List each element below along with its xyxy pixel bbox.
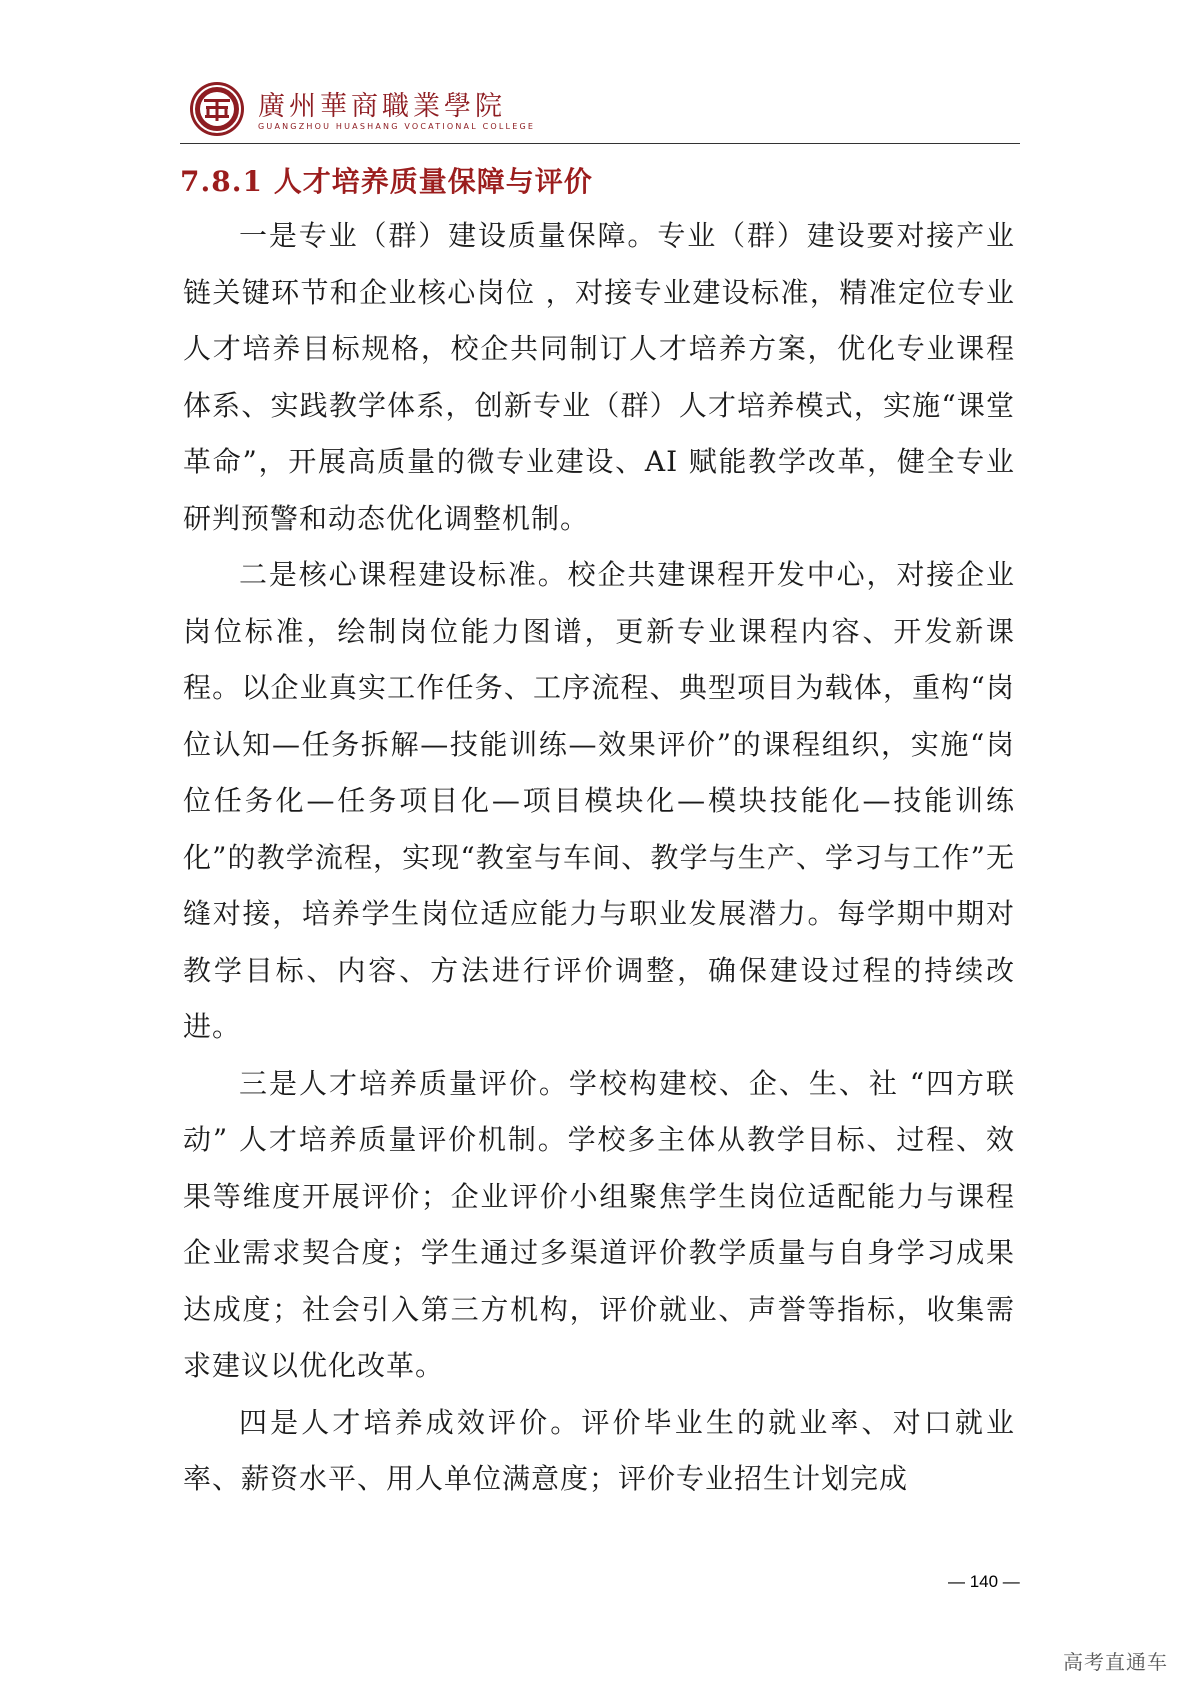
section-title: 7.8.1 人才培养质量保障与评价 [180, 165, 593, 198]
header-divider [180, 143, 1020, 144]
body-text [183, 208, 1015, 1508]
school-name-english: GUANGZHOU HUASHANG VOCATIONAL COLLEGE [258, 122, 536, 131]
paragraph-2: 二是核心课程建设标准。校企共建课程开发中心，对接企业岗位标准，绘制岗位能力图谱，更新专业课程内容、开发新课程。以企业真实工作任务、工序流程、典型项目为载体，重构“岗位认知—任务拆解—技能训练—效果评价”的课程组织，实施“岗位任务化—任务项目化—项目模块化—模块技能化—技能训练化”的教学流程，实现“教室与车间、教学与生产、学习与工作”无缝对接，培养学生岗位适应能力与职业发展潜力。每学期中期对教学目标、内容、方法进行评价调整，确保建设过程的持续改进。 [183, 558, 1015, 1043]
paragraph-3: 三是人才培养质量评价。学校构建校、企、生、社 “四方联动” 人才培养质量评价机制。学校多主体从教学目标、过程、效果等维度开展评价；企业评价小组聚焦学生岗位适配能力与课程企业需求契合度；学生通过多渠道评价教学质量与自身学习成果达成度；社会引入第三方机构，评价就业、声誉等指标，收集需求建议以优化改革。 [183, 1066, 1015, 1382]
huashang-seal-icon [190, 82, 244, 136]
watermark-text: 高考直通车 [1063, 1650, 1168, 1674]
document-header [190, 78, 1020, 144]
school-name: 廣州華商職業學院 [258, 91, 506, 122]
paragraph-1: 一是专业（群）建设质量保障。专业（群）建设要对接产业链关键环节和企业核心岗位 ，对接专业建设标准，精准定位专业人才培养目标规格，校企共同制订人才培养方案，优化专业课程体系、实践教学体系，创新专业（群）人才培养模式，实施“课堂革命”，开展高质量的微专业建设、AI 赋能教学改革，健全专业研判预警和动态优化调整机制。 [183, 219, 1015, 535]
page-number: — 140 — [948, 1572, 1020, 1591]
paragraph-4: 四是人才培养成效评价。评价毕业生的就业率、对口就业率、薪资水平、用人单位满意度；评价专业招生计划完成 [183, 1405, 1015, 1495]
